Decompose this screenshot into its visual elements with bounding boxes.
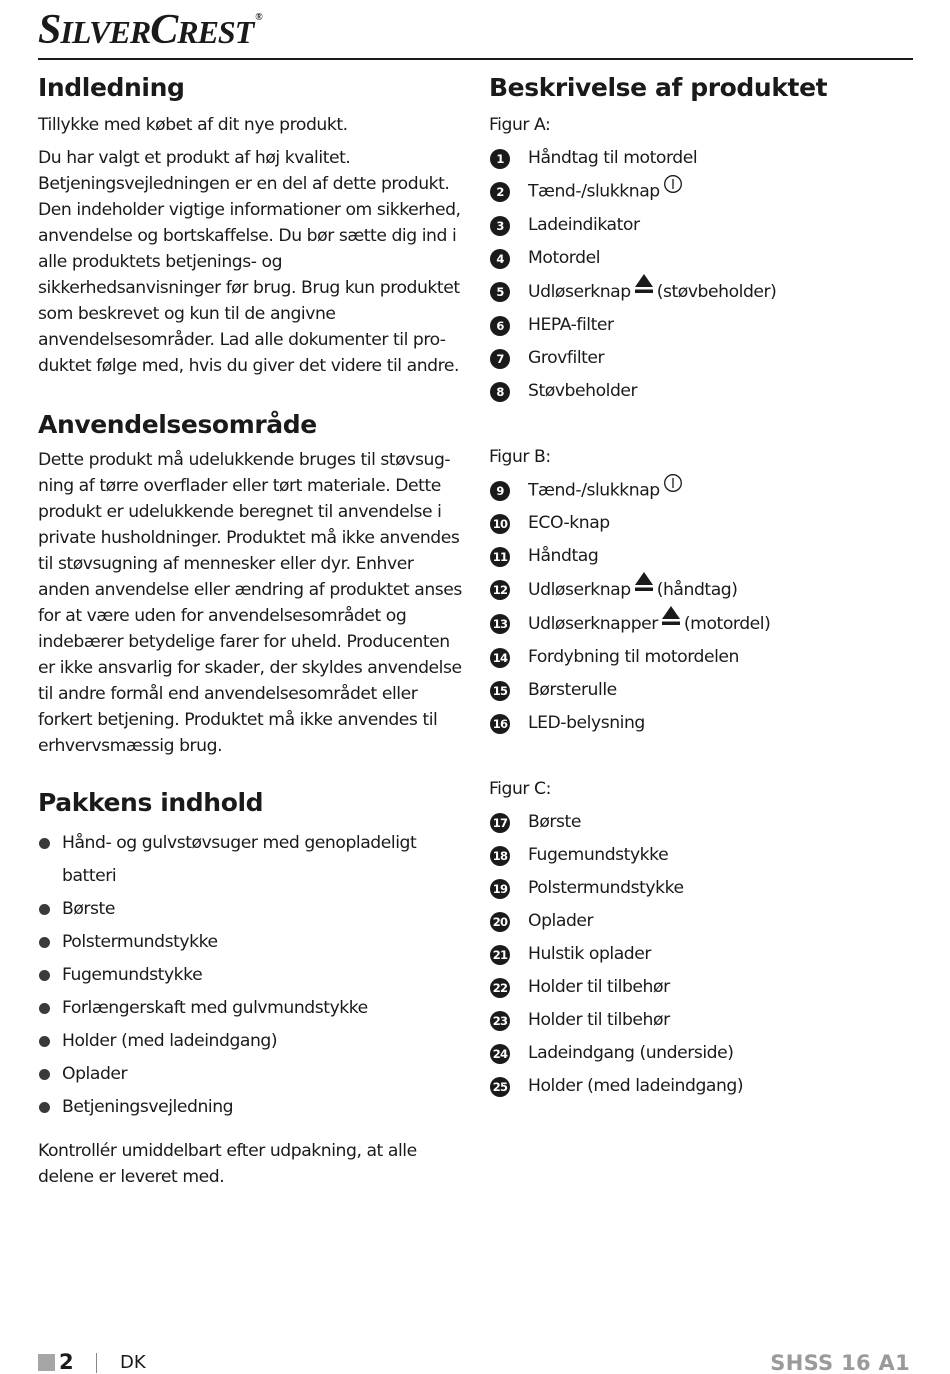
list-item-text: Fugemundstykke — [62, 965, 203, 985]
part-item — [489, 674, 914, 707]
part-item — [489, 142, 914, 175]
left-column — [38, 68, 463, 1190]
part-number-badge: 2 — [490, 182, 510, 202]
part-number-badge: 15 — [490, 681, 510, 701]
list-item — [38, 1058, 463, 1091]
header-rule — [38, 58, 913, 60]
part-name: Håndtag til motordel — [528, 148, 698, 168]
part-item — [489, 971, 914, 1004]
part-name: Motordel — [528, 247, 601, 268]
part-number-badge: 4 — [490, 249, 510, 269]
part-name: ECO-knap — [528, 513, 610, 533]
footer-marker — [38, 1354, 55, 1371]
part-name: Fordybning til motordelen — [528, 647, 739, 667]
part-number-badge: 3 — [490, 216, 510, 236]
bullet-dot — [39, 1036, 50, 1047]
part-number-badge: 24 — [490, 1044, 510, 1064]
part-name: Tænd-/slukknap — [528, 181, 660, 202]
list-item-text: Polstermundstykke — [62, 932, 218, 952]
usage-paragraph: Dette produkt må udelukkende bruges til støvsugning af tørre overflader eller tørt materiale. Dette produkt er udelukkende beregnet til anvendelse i private husholdninger. Produktet må ikke anvendes til støvsugning af mennesker eller dyr. Enhver anden anvendelse eller ændring af produktet anses for at være uden for anvendelsesområdet og indebærer betydelige farer for uheld. Producenten er ikke ansvarlig for skader, der skyldes anvendelse til andre formål end anvendelsesområdet eller forkert betjening. Produktet må ikke anvendes til erhvervsmæssig brug. — [38, 450, 462, 756]
part-name: Fugemundstykke — [528, 845, 669, 865]
part-item — [489, 275, 914, 309]
part-number-badge: 8 — [490, 382, 510, 402]
part-item — [489, 175, 914, 209]
list-item — [38, 1025, 463, 1058]
part-number-badge: 22 — [490, 978, 510, 998]
part-item — [489, 1004, 914, 1037]
part-number-badge: 23 — [490, 1011, 510, 1031]
part-name: Udløserknap — [528, 281, 631, 302]
list-item — [38, 893, 463, 926]
part-item — [489, 1070, 914, 1103]
package-note: Kontrollér umiddelbart efter udpakning, at alle delene er leveret med. — [38, 1141, 417, 1187]
part-item — [489, 507, 914, 540]
part-item — [489, 641, 914, 674]
part-name: Tænd-/slukknap — [528, 480, 660, 500]
part-item — [489, 806, 914, 839]
part-name: Hulstik oplader — [528, 944, 652, 964]
part-name: HEPA-filter — [528, 314, 614, 335]
description-heading: Beskrivelse af produktet — [489, 73, 828, 102]
part-name: Holder til tilbehør — [528, 1010, 670, 1030]
page-number: 2 — [59, 1350, 74, 1374]
part-number-badge: 20 — [490, 912, 510, 932]
part-item — [489, 1037, 914, 1070]
part-qualifier: (motordel) — [683, 614, 771, 634]
part-number-badge: 14 — [490, 648, 510, 668]
eject-icon — [661, 605, 681, 639]
right-column — [489, 68, 914, 1103]
part-name: Oplader — [528, 911, 594, 931]
part-number-badge: 5 — [490, 282, 510, 302]
bullet-dot — [39, 970, 50, 981]
list-item — [38, 827, 463, 893]
package-heading: Pakkens indhold — [38, 788, 264, 817]
part-item — [489, 872, 914, 905]
list-item-text: Børste — [62, 899, 115, 919]
part-number-badge: 19 — [490, 879, 510, 899]
list-item-text: Oplader — [62, 1064, 128, 1084]
part-item — [489, 242, 914, 275]
part-number-badge: 7 — [490, 349, 510, 369]
part-item — [489, 707, 914, 740]
eject-icon — [634, 571, 654, 605]
list-item-text: Hånd- og gulvstøvsuger med genopladeligt batteri — [62, 833, 417, 886]
part-item — [489, 607, 914, 641]
bullet-dot — [39, 838, 50, 849]
part-name: Grovfilter — [528, 347, 605, 368]
part-number-badge: 25 — [490, 1077, 510, 1097]
part-name: Polstermundstykke — [528, 878, 684, 898]
bullet-dot — [39, 1102, 50, 1113]
part-item — [489, 839, 914, 872]
figure-b-list — [489, 474, 914, 741]
part-name: Udløserknap — [528, 580, 631, 600]
figure-a-list — [489, 142, 914, 408]
figure-a-label: Figur A: — [489, 115, 551, 135]
bullet-dot — [39, 1069, 50, 1080]
part-name: Udløserknapper — [528, 614, 658, 634]
power-icon — [663, 472, 683, 505]
part-qualifier: (støvbeholder) — [656, 281, 777, 302]
figure-c-list — [489, 806, 914, 1103]
part-item — [489, 209, 914, 242]
part-number-badge: 9 — [490, 481, 510, 501]
part-number-badge: 1 — [490, 149, 510, 169]
power-icon — [663, 173, 683, 206]
package-list — [38, 827, 463, 1124]
bullet-dot — [39, 937, 50, 948]
part-name: LED-belysning — [528, 713, 645, 733]
model-number: SHSS 16 A1 — [770, 1351, 910, 1374]
part-item — [489, 474, 914, 508]
part-number-badge: 10 — [490, 514, 510, 534]
part-name: Børsterulle — [528, 680, 617, 700]
list-item — [38, 959, 463, 992]
eject-icon — [634, 273, 654, 307]
list-item-text: Holder (med ladeindgang) — [62, 1031, 278, 1051]
part-name: Støvbeholder — [528, 380, 638, 401]
language-code: DK — [120, 1352, 146, 1373]
part-item — [489, 342, 914, 375]
figure-c-label: Figur C: — [489, 779, 551, 799]
list-item — [38, 992, 463, 1025]
part-qualifier: (håndtag) — [656, 580, 738, 600]
part-number-badge: 11 — [490, 547, 510, 567]
bullet-dot — [39, 904, 50, 915]
intro-heading: Indledning — [38, 73, 185, 102]
list-item — [38, 1091, 463, 1124]
part-name: Håndtag — [528, 546, 599, 566]
part-item — [489, 540, 914, 573]
part-number-badge: 12 — [490, 580, 510, 600]
list-item-text: Forlængerskaft med gulvmundstykke — [62, 998, 368, 1018]
part-number-badge: 16 — [490, 714, 510, 734]
part-number-badge: 21 — [490, 945, 510, 965]
footer-divider — [96, 1353, 97, 1373]
part-item — [489, 573, 914, 607]
part-item — [489, 375, 914, 408]
figure-b-label: Figur B: — [489, 446, 551, 467]
usage-heading: Anvendelsesområde — [38, 410, 317, 439]
part-name: Ladeindgang (underside) — [528, 1043, 734, 1063]
brand-logo: SILVERCREST ® — [38, 7, 262, 53]
intro-paragraph-2: Du har valgt et produkt af høj kvalitet. Betjeningsvejledningen er en del af dette produkt. Den indeholder vigtige informationer om sikkerhed, anvendelse og bortskaffelse. Du bør sætte dig ind i alle produktets betjenings- og sikkerhedsanvisninger før brug. Brug kun produktet som beskrevet og kun til de angivne anvendelsesområder. Lad alle dokumenter til produktet følge med, hvis du giver det videre til andre. — [38, 148, 461, 376]
part-name: Børste — [528, 812, 581, 832]
list-item — [38, 926, 463, 959]
part-name: Ladeindikator — [528, 214, 640, 235]
bullet-dot — [39, 1003, 50, 1014]
part-item — [489, 905, 914, 938]
part-number-badge: 13 — [490, 614, 510, 634]
part-name: Holder (med ladeindgang) — [528, 1076, 744, 1096]
part-number-badge: 6 — [490, 316, 510, 336]
part-item — [489, 938, 914, 971]
part-item — [489, 309, 914, 342]
part-number-badge: 17 — [490, 813, 510, 833]
part-name: Holder til tilbehør — [528, 977, 670, 997]
intro-paragraph-1: Tillykke med købet af dit nye produkt. — [38, 115, 348, 135]
list-item-text: Betjeningsvejledning — [62, 1097, 234, 1117]
part-number-badge: 18 — [490, 846, 510, 866]
